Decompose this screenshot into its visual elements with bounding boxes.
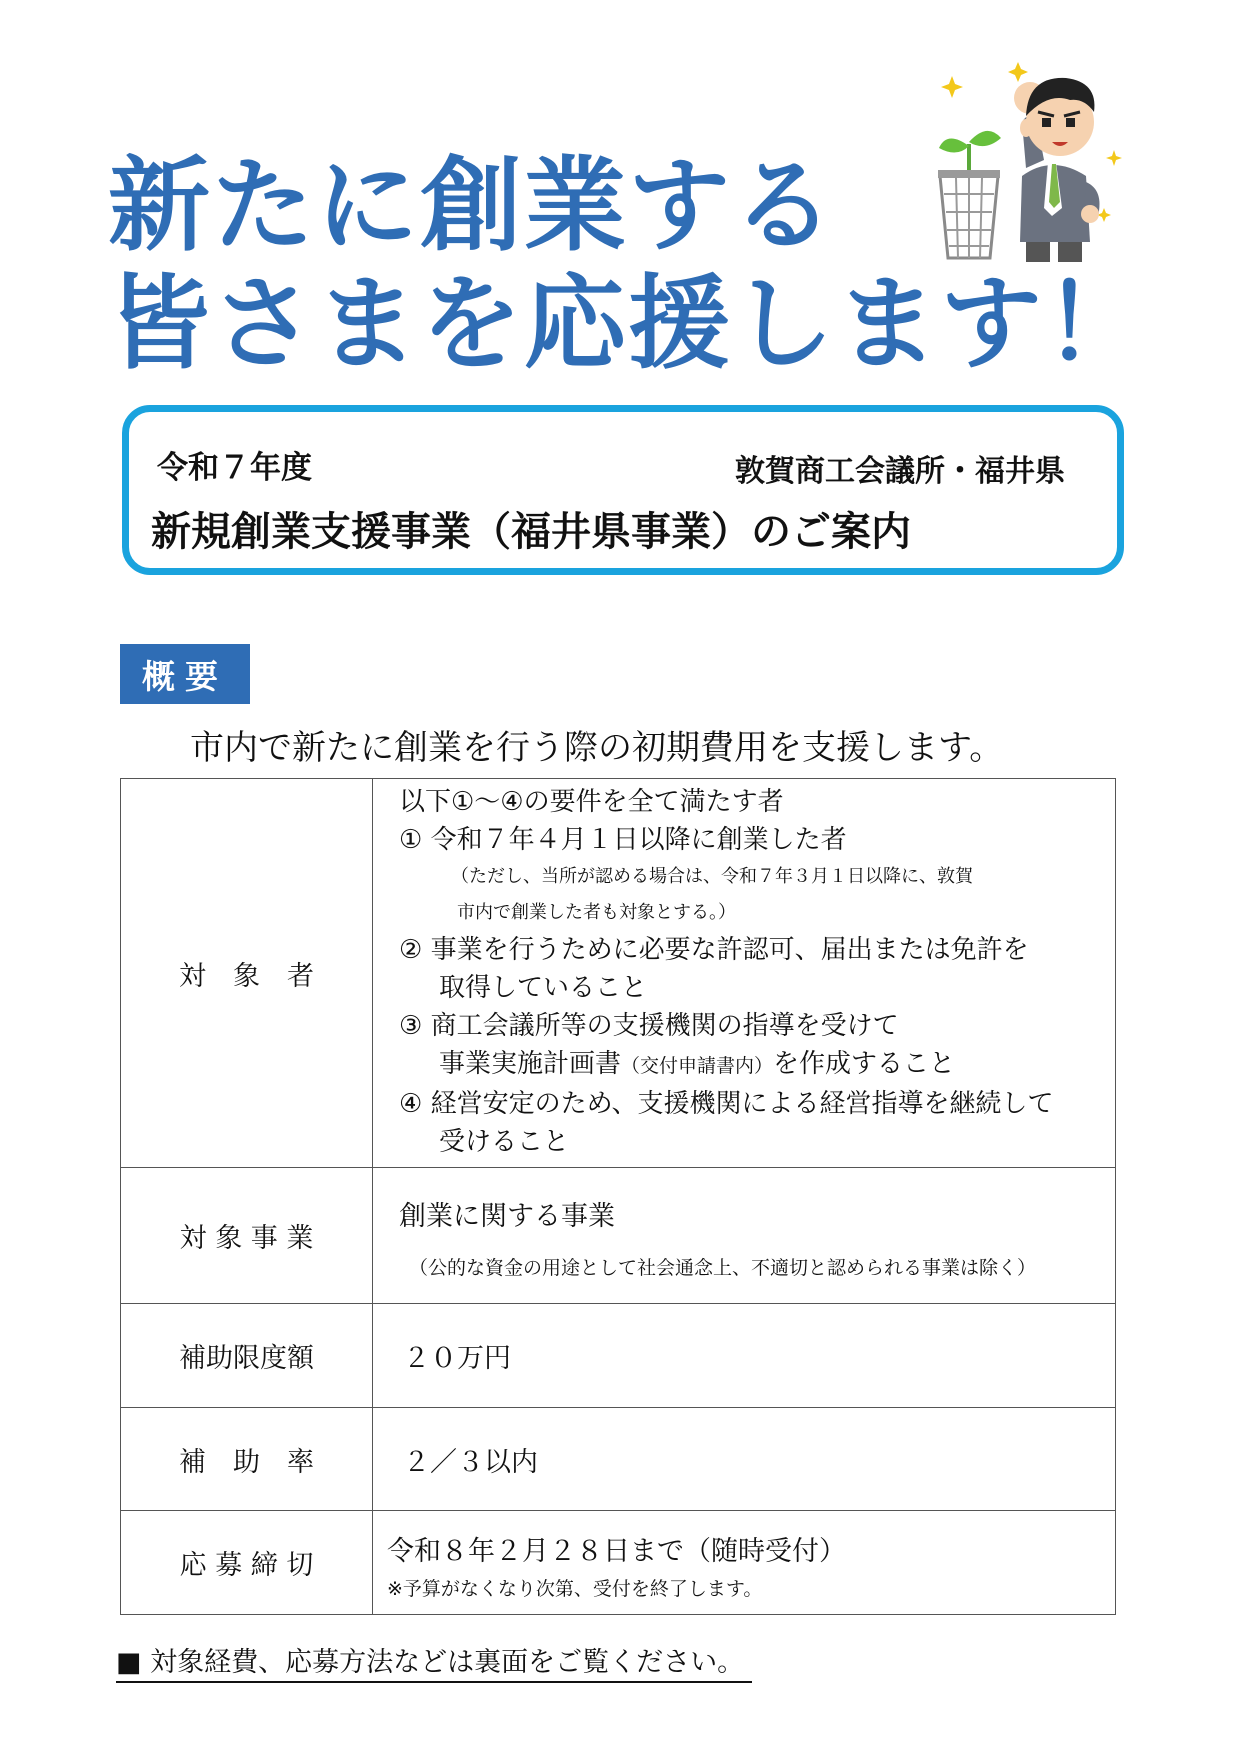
deadline-value: 令和８年２月２８日まで（随時受付） — [387, 1536, 846, 1567]
organizers: 敦賀商工会議所・福井県 — [735, 454, 1065, 489]
row-value — [373, 1304, 1116, 1408]
program-title: 新規創業支援事業（福井県事業）のご案内 — [151, 509, 911, 555]
row-label: 対 象 事 業 — [121, 1168, 373, 1304]
row-label: 応 募 締 切 — [121, 1511, 373, 1615]
requirement-3-doc-note: （交付申請書内） — [621, 1055, 774, 1077]
row-label: 対 象 者 — [121, 779, 373, 1168]
footer-note: ■ 対象経費、応募方法などは裏面をご覧ください。 — [116, 1640, 752, 1683]
requirement-4-line-2: 受けること — [439, 1127, 570, 1157]
requirement-3-doc: 事業実施計画書 — [439, 1049, 622, 1079]
eligibility-lead: 以下①～④の要件を全て満たす者 — [399, 787, 784, 817]
row-value — [373, 1511, 1116, 1615]
fiscal-year: 令和７年度 — [157, 450, 312, 486]
requirement-4-line-1: ④ 経営安定のため、支援機関による経営指導を継続して — [399, 1089, 1054, 1119]
deadline-note: ※予算がなくなり次第、受付を終了します。 — [387, 1578, 763, 1600]
table-row-rate — [121, 1408, 1116, 1511]
requirement-3-tail: を作成すること — [773, 1049, 956, 1079]
overview-badge: 概要 — [120, 644, 250, 704]
requirement-2-line-1: ② 事業を行うために必要な許認可、届出または免許を — [399, 935, 1029, 965]
row-value — [373, 1168, 1116, 1304]
rate-value: ２／３以内 — [403, 1446, 538, 1478]
business-value: 創業に関する事業 — [399, 1201, 615, 1232]
businessman-illustration — [930, 58, 1130, 268]
requirement-1-note-line-2: 市内で創業した者も対象とする。） — [457, 902, 736, 923]
program-info-box — [122, 405, 1124, 575]
requirement-3-line-2 — [399, 1045, 1115, 1085]
row-label: 補助限度額 — [121, 1304, 373, 1408]
overview-intro: 市内で新たに創業を行う際の初期費用を支援します。 — [190, 728, 1004, 768]
basket-icon — [938, 170, 1000, 258]
headline-line-2: 皆さまを応援します！ — [108, 265, 1148, 384]
headline-line-1: 新たに創業する — [108, 147, 836, 266]
row-label: 補 助 率 — [121, 1408, 373, 1511]
requirement-2-line-2: 取得していること — [439, 973, 648, 1003]
business-note: （公的な資金の用途として社会通念上、不適切と認められる事業は除く） — [409, 1257, 1037, 1279]
limit-value: ２０万円 — [403, 1343, 511, 1374]
man-figure — [1014, 78, 1100, 262]
table-row-eligible — [121, 779, 1116, 1168]
requirement-3-line-1: ③ 商工会議所等の支援機関の指導を受けて — [399, 1011, 899, 1041]
row-value — [373, 1408, 1116, 1511]
table-row-deadline — [121, 1511, 1116, 1615]
sprout-icon — [939, 131, 1001, 170]
row-value — [373, 779, 1116, 1168]
requirement-1: ① 令和７年４月１日以降に創業した者 — [399, 825, 847, 855]
requirement-1-note-line-1: （ただし、当所が認める場合は、令和７年３月１日以降に、敦賀 — [451, 866, 973, 887]
table-row-limit — [121, 1304, 1116, 1408]
outline-table — [120, 778, 1116, 1615]
table-row-business — [121, 1168, 1116, 1304]
